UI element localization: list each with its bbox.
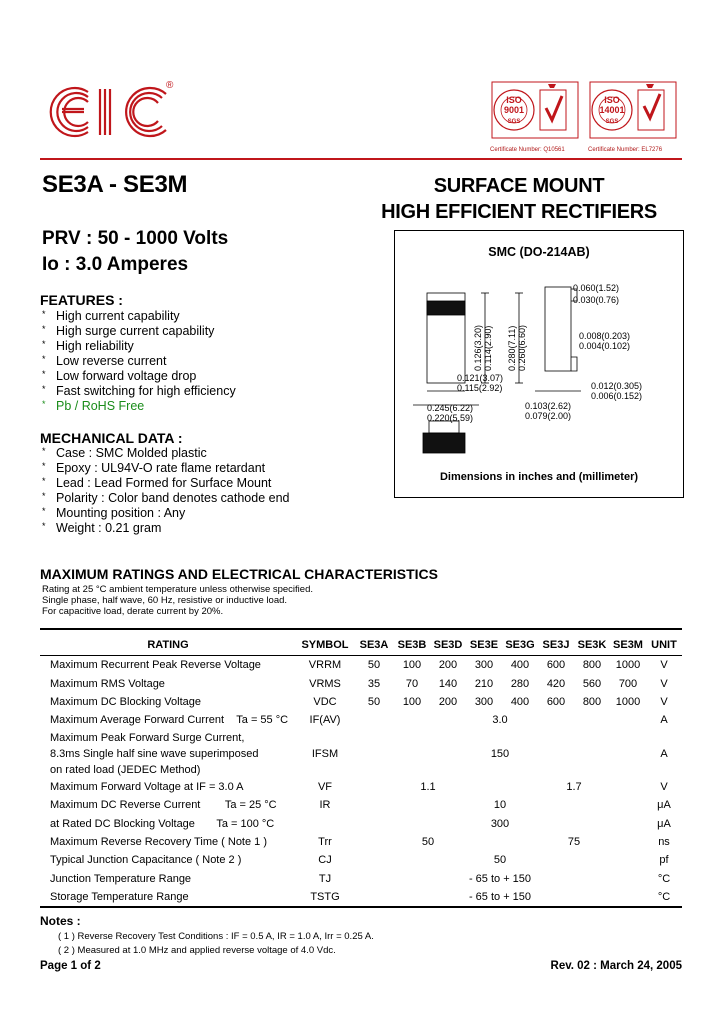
col-header: SE3B	[397, 638, 427, 651]
dim-l1: 0.008(0.203)	[579, 331, 631, 341]
col-header: SE3E	[469, 638, 499, 651]
cert-badge: ISO	[506, 95, 522, 105]
dim-o1: 0.245(6.22)	[427, 403, 474, 413]
list-item: * High reliability	[42, 339, 134, 353]
table-row: Junction Temperature Range TJ - 65 to + 150 °C	[50, 872, 671, 885]
iso-14001-cert	[588, 80, 678, 153]
col-header: SE3M	[613, 638, 643, 651]
dim-b1: 0.121(3.07)	[457, 373, 504, 383]
iso-9001-cert	[490, 80, 580, 153]
condition-line: For capacitive load, derate current by 20%.	[42, 606, 224, 617]
list-item: * Low reverse current	[42, 354, 167, 368]
col-header: SE3K	[577, 638, 607, 651]
product-subtitle-2: HIGH EFFICIENT RECTIFIERS	[381, 201, 657, 223]
note-item: ( 1 ) Reverse Recovery Test Conditions : IF = 0.5 A, IR = 1.0 A, Irr = 0.25 A.	[58, 931, 374, 942]
dim-l2: 0.004(0.102)	[579, 341, 631, 351]
list-item: * Epoxy : UL94V-O rate flame retardant	[42, 461, 266, 475]
table-row: Maximum Average Forward Current Ta = 55 °C IF(AV) 3.0 A	[50, 714, 668, 727]
cert-caption: Certificate Number: Q10561	[490, 147, 565, 153]
mechanical-list	[42, 446, 290, 536]
dim-b2: 0.115(2.92)	[457, 383, 503, 393]
table-row: Maximum DC Blocking Voltage VDC 50 100 200 300 400 600 800 1000 V	[50, 695, 668, 708]
col-header: SE3J	[542, 638, 570, 651]
list-item: * Weight : 0.21 gram	[42, 521, 162, 535]
cert-org: SGS	[507, 119, 521, 125]
list-item: * Case : SMC Molded plastic	[42, 446, 207, 460]
product-title: SE3A - SE3M	[42, 171, 188, 198]
list-item: * High current capability	[42, 309, 180, 323]
ratings-heading: MAXIMUM RATINGS AND ELECTRICAL CHARACTERISTICS	[40, 566, 438, 582]
dim-s1: 0.012(0.305)	[591, 381, 643, 391]
revision-date: Rev. 02 : March 24, 2005	[550, 960, 682, 972]
table-row: Maximum DC Reverse Current Ta = 25 °C IR 10 μA	[50, 799, 671, 812]
dim-p1: 0.103(2.62)	[525, 401, 572, 411]
dim-o2: 0.220(5.59)	[427, 413, 474, 423]
list-item: * Mounting position : Any	[42, 506, 186, 520]
list-item: * Polarity : Color band denotes cathode end	[42, 491, 290, 505]
table-header-row	[40, 634, 682, 656]
col-header: SE3D	[433, 638, 463, 651]
col-header: SE3A	[359, 638, 389, 651]
package-title: SMC (DO-214AB)	[488, 245, 590, 259]
list-item: * Lead : Lead Formed for Surface Mount	[42, 476, 272, 490]
dim-s2: 0.006(0.152)	[591, 391, 643, 401]
col-header: UNIT	[651, 638, 677, 651]
header-divider	[40, 158, 682, 160]
cert-standard: 9001	[503, 105, 525, 115]
note-item: ( 2 ) Measured at 1.0 MHz and applied reverse voltage of 4.0 Vdc.	[58, 945, 336, 956]
table-top-rule	[40, 628, 682, 630]
mechanical-heading: MECHANICAL DATA :	[40, 430, 183, 446]
eic-logo	[48, 82, 180, 140]
list-item: * High surge current capability	[42, 324, 215, 338]
prv-rating: PRV : 50 - 1000 Volts	[42, 228, 229, 249]
page-number: Page 1 of 2	[40, 960, 101, 972]
condition-line: Rating at 25 °C ambient temperature unless otherwise specified.	[42, 584, 313, 595]
table-row: Typical Junction Capacitance ( Note 2 ) CJ 50 pf	[50, 854, 669, 867]
table-row: Maximum Peak Forward Surge Current, 8.3ms Single half sine wave superimposed on rated load (JEDEC Method) IFSM 150 A	[50, 731, 668, 776]
dim-h2: 0.114(2.90)	[483, 325, 493, 371]
product-subtitle-1: SURFACE MOUNT	[433, 175, 605, 197]
col-header: RATING	[147, 638, 189, 651]
table-row: at Rated DC Blocking Voltage Ta = 100 °C 300 μA	[50, 817, 671, 830]
condition-line: Single phase, half wave, 60 Hz, resistive or inductive load.	[42, 595, 288, 606]
list-item: * Fast switching for high efficiency	[42, 384, 236, 398]
table-row: Maximum Recurrent Peak Reverse Voltage VRRM 50 100 200 300 400 600 800 1000 V	[50, 659, 668, 672]
table-row: Maximum Forward Voltage at IF = 3.0 A VF 1.1 1.7 V	[50, 780, 668, 793]
dim-t2: 0.030(0.76)	[573, 295, 620, 305]
dim-p2: 0.079(2.00)	[525, 411, 572, 421]
features-list	[42, 309, 236, 414]
cert-standard: 14001	[599, 105, 625, 115]
table-row: Maximum Reverse Recovery Time ( Note 1 ) Trr 50 75 ns	[50, 835, 670, 848]
package-drawing	[395, 231, 683, 497]
table-row: Maximum RMS Voltage VRMS 35 70 140 210 280 420 560 700 V	[50, 677, 668, 690]
registered-mark: ®	[166, 80, 174, 91]
cert-caption: Certificate Number: EL7276	[588, 147, 663, 153]
list-item-rohs: * Pb / RoHS Free	[42, 399, 145, 413]
table-row: Storage Temperature Range TSTG - 65 to + 150 °C	[40, 888, 682, 907]
dim-w1: 0.280(7.11)	[507, 325, 517, 371]
col-header: SE3G	[505, 638, 535, 651]
features-heading: FEATURES :	[40, 292, 123, 308]
notes-heading: Notes :	[40, 914, 81, 928]
dim-t1: 0.060(1.52)	[573, 283, 620, 293]
package-outline-box	[394, 230, 684, 498]
ratings-table	[40, 634, 682, 908]
cert-badge: ISO	[604, 95, 620, 105]
package-caption: Dimensions in inches and (millimeter)	[439, 471, 639, 483]
io-rating: Io : 3.0 Amperes	[42, 254, 189, 275]
col-header: SYMBOL	[301, 638, 349, 651]
dim-w2: 0.260(6.60)	[517, 324, 527, 371]
list-item: * Low forward voltage drop	[42, 369, 197, 383]
cert-org: SGS	[605, 119, 619, 125]
dim-h1: 0.126(3.20)	[473, 324, 483, 371]
